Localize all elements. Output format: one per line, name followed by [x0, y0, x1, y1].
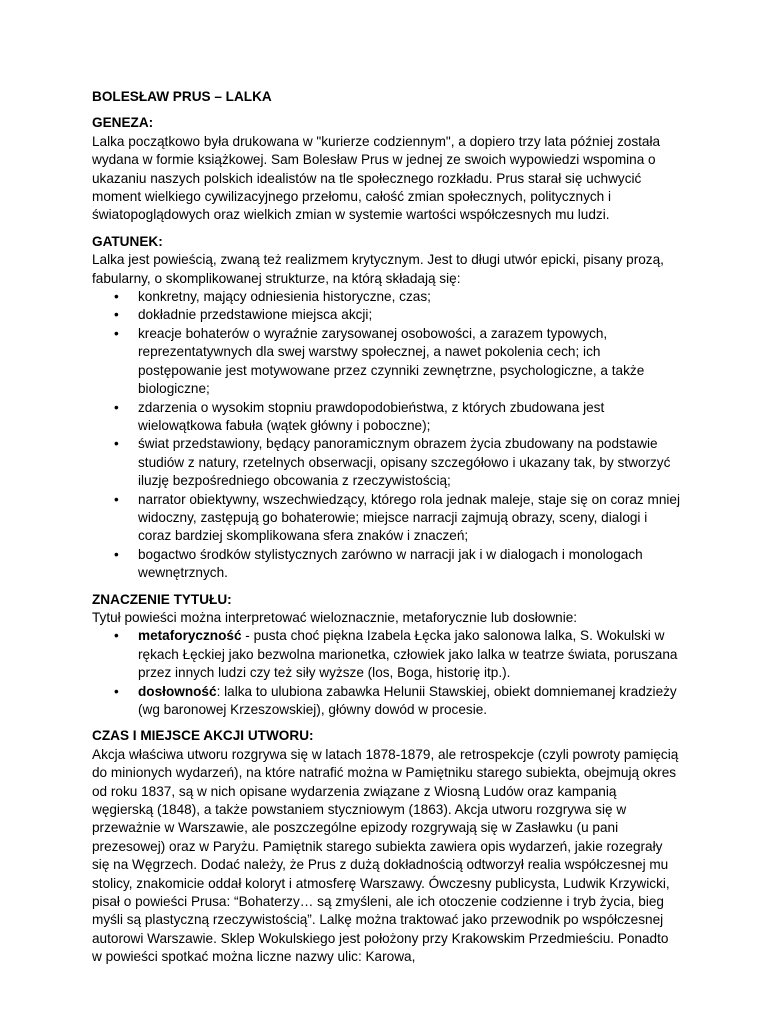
- list-item: [92, 546, 680, 583]
- list-item: [92, 435, 680, 490]
- list-item: [92, 325, 680, 399]
- znaczenie-bullet-list: [92, 627, 680, 719]
- bullet-icon: •: [114, 628, 119, 644]
- bullet-icon: •: [114, 491, 119, 507]
- list-item-text: zdarzenia o wysokim stopniu prawdopodobieństwa, z których zbudowana jest wielowątkowa fabuła (wątek główny i poboczne);: [138, 399, 605, 433]
- section-heading-znaczenie: ZNACZENIE TYTUŁU:: [92, 591, 232, 607]
- list-item: [92, 491, 680, 546]
- document-title: BOLESŁAW PRUS – LALKA: [92, 89, 272, 104]
- section-heading-geneza: GENEZA:: [92, 115, 154, 131]
- section-czas: [92, 727, 680, 966]
- list-item-text: kreacje bohaterów o wyraźnie zarysowanej osobowości, a zarazem typowych, reprezentatywnych dla swej warstwy społecznej, a nawet pokolenia cech; ich postępowanie jest motywowane przez czynniki zewnętrzne, psychologiczne, a także biologiczne;: [138, 325, 645, 397]
- section-text-czas: Akcja właściwa utworu rozgrywa się w latach 1878-1879, ale retrospekcje (czyli powroty pamięcią do minionych wydarzeń), na które natrafić można w Pamiętniku starego subiekta, obejmują okres od roku 1837, są w nich opisane wydarzenia związane z Wiosną Ludów oraz kampanią węgierską (1848), a także powstaniem styczniowym (1863). Akcja utworu rozgrywa się w przeważnie w Warszawie, ale poszczególne epizody rozgrywają się w Zasławku (u pani prezesowej) oraz w Paryżu. Pamiętnik starego subiekta zawiera opis wydarzeń, jakie rozegrały się na Węgrzech. Dodać należy, że Prus z dużą dokładnością odtworzył realia współczesnej mu stolicy, znakomicie oddał koloryt i atmosferę Warszawy. Ówczesny publicysta, Ludwik Krzywicki, pisał o powieści Prusa: “Bohaterzy… są zmyśleni, ale ich otoczenie codzienne i tryb życia, bieg myśli są plastyczną rzeczywistością”. Lalkę można traktować jako przewodnik po współczesnej autorowi Warszawie. Sklep Wokulskiego jest położony przy Krakowskim Przedmieściu. Ponadto w powieści spotkać można liczne nazwy ulic: Karowa,: [92, 746, 679, 965]
- bullet-icon: •: [114, 325, 119, 341]
- bullet-icon: •: [114, 289, 119, 305]
- list-item: [92, 306, 680, 324]
- section-heading-gatunek: GATUNEK:: [92, 233, 163, 249]
- list-item-text: bogactwo środków stylistycznych zarówno w narracji jak i w dialogach i monologach wewnętrznych.: [138, 546, 643, 581]
- list-item-text: - pusta choć piękna Izabela Łęcka jako salonowa lalka, S. Wokulski w rękach Łęckiej jako bezwolna marionetka, człowiek jako lalka w teatrze świata, poruszana przez innych ludzi czy też siły wyższe (los, Boga, historię itp.).: [138, 628, 678, 681]
- section-geneza: [92, 114, 680, 224]
- bullet-icon: •: [114, 683, 119, 699]
- list-item: [92, 683, 680, 720]
- list-item-text: narrator obiektywny, wszechwiedzący, którego rola jednak maleje, staje się on coraz mniej widoczny, zastępują go bohaterowie; miejsce narracji zajmują obrazy, sceny, dialogi i coraz bardziej skomplikowana sfera znaków i znaczeń;: [138, 491, 680, 544]
- list-item: [92, 627, 680, 682]
- bullet-icon: •: [114, 307, 119, 323]
- bullet-icon: •: [114, 436, 119, 452]
- list-item-text: : lalka to ulubiona zabawka Helunii Stawskiej, obiekt domniemanej kradzieży (wg baronowej Krzeszowskiej), główny dowód w procesie.: [138, 683, 677, 717]
- section-text-geneza: Lalka początkowo była drukowana w "kurierze codziennym", a dopiero trzy lata później została wydana w formie książkowej. Sam Bolesław Prus w jednej ze swoich wypowiedzi wspomina o ukazaniu naszych polskich idealistów na tle społecznego rozkładu. Prus starał się uchwycić moment wielkiego cywilizacyjnego przełomu, całość zmian społecznych, politycznych i światopoglądowych oraz wielkich zmian w systemie wartości współczesnych mu ludzi.: [92, 133, 661, 223]
- section-znaczenie: [92, 591, 680, 720]
- section-text-gatunek: Lalka jest powieścią, zwaną też realizmem krytycznym. Jest to długi utwór epicki, pisany prozą, fabularny, o skomplikowanej strukturze, na którą składają się:: [92, 252, 664, 286]
- term-doslownosc: dosłowność: [138, 683, 217, 699]
- list-item: [92, 288, 680, 306]
- section-text-znaczenie: Tytuł powieści można interpretować wieloznacznie, metaforycznie lub dosłownie:: [92, 609, 578, 625]
- gatunek-bullet-list: [92, 288, 680, 583]
- list-item: [92, 399, 680, 436]
- section-heading-czas: CZAS I MIEJSCE AKCJI UTWORU:: [92, 728, 314, 744]
- list-item-text: konkretny, mający odniesienia historyczne, czas;: [138, 289, 431, 305]
- list-item-text: świat przedstawiony, będący panoramicznym obrazem życia zbudowany na podstawie studiów z natury, rzetelnych obserwacji, opisany szczegółowo i ukazany tak, by stworzyć iluzję bezpośredniego obcowania z rzeczywistością;: [138, 436, 671, 489]
- term-metaforycznosc: metaforyczność: [138, 628, 242, 644]
- list-item-text: dokładnie przedstawione miejsca akcji;: [138, 307, 373, 323]
- bullet-icon: •: [114, 546, 119, 562]
- bullet-icon: •: [114, 399, 119, 415]
- section-gatunek: [92, 233, 680, 583]
